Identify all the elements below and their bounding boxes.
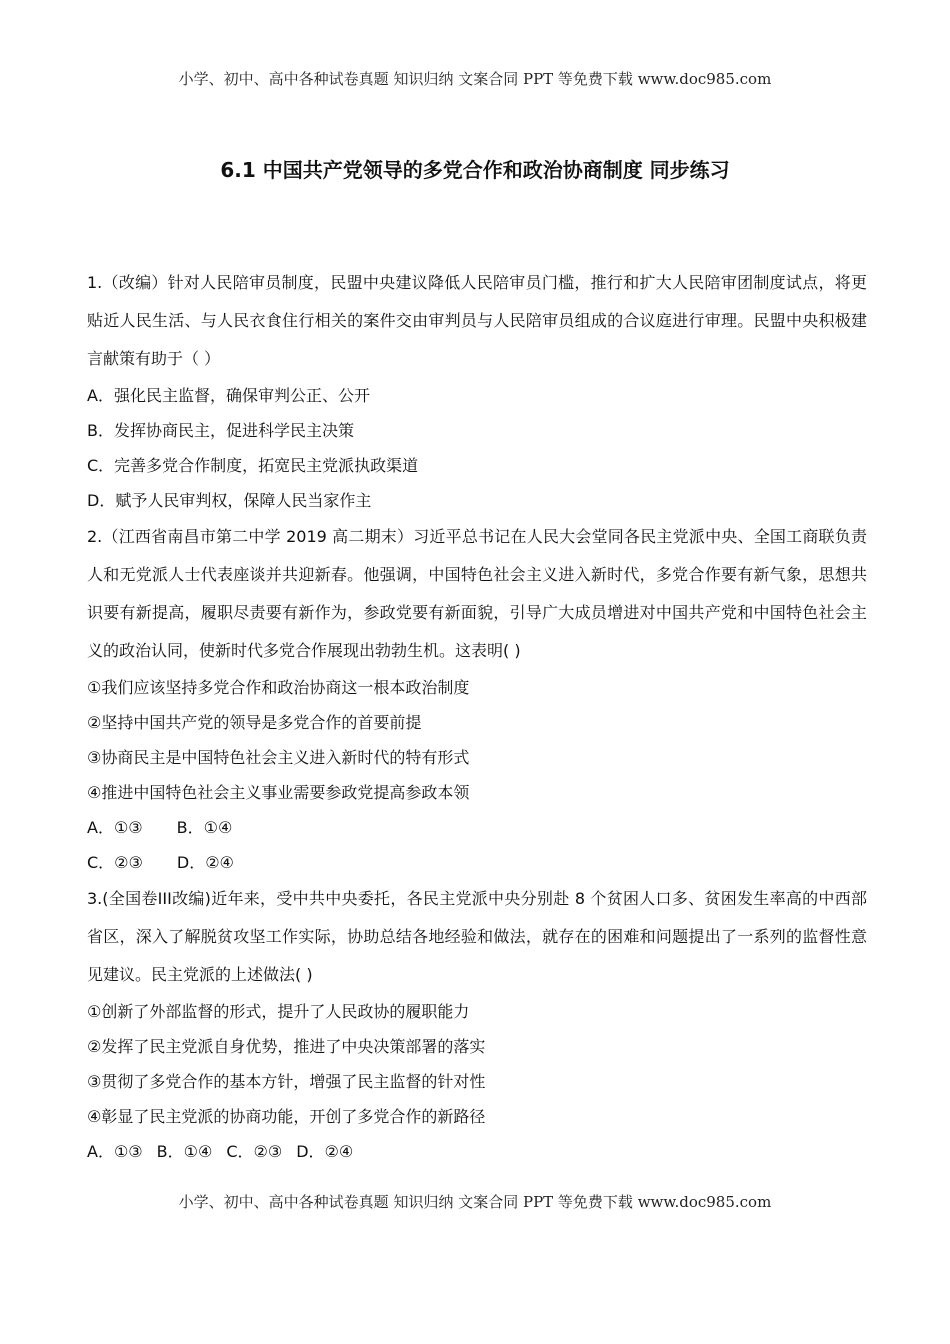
question-3 bbox=[87, 880, 867, 1169]
page-header: 小学、初中、高中各种试卷真题 知识归纳 文案合同 PPT 等免费下载 www.doc985.com bbox=[178, 70, 772, 88]
question-3-option-a: A．①③ bbox=[87, 1142, 143, 1161]
question-2-option-b: B．①④ bbox=[176, 818, 233, 837]
page-footer: 小学、初中、高中各种试卷真题 知识归纳 文案合同 PPT 等免费下载 www.doc985.com bbox=[178, 1193, 772, 1211]
question-1-stem: 1.（改编）针对人民陪审员制度，民盟中央建议降低人民陪审员门槛，推行和扩大人民陪审团制度试点，将更贴近人民生活、与人民衣食住行相关的案件交由审判员与人民陪审员组成的合议庭进行审理。民盟中央积极建言献策有助于（ ） bbox=[87, 273, 867, 368]
question-list bbox=[87, 264, 867, 1169]
question-3-option-d: D．②④ bbox=[296, 1142, 354, 1161]
question-1-option-a: A．强化民主监督，确保审判公正、公开 bbox=[87, 386, 370, 405]
question-2-statement-4: ④推进中国特色社会主义事业需要参政党提高参政本领 bbox=[87, 783, 470, 802]
question-3-statement-2: ②发挥了民主党派自身优势，推进了中央决策部署的落实 bbox=[87, 1037, 486, 1056]
question-2-option-a: A．①③ bbox=[87, 818, 143, 837]
question-3-option-c: C．②③ bbox=[226, 1142, 283, 1161]
question-2-stem: 2.（江西省南昌市第二中学 2019 高二期末）习近平总书记在人民大会堂同各民主党派中央、全国工商联负责人和无党派人士代表座谈并共迎新春。他强调，中国特色社会主义进入新时代，多党合作要有新气象，思想共识要有新提高，履职尽责要有新作为，参政党要有新面貌，引导广大成员增进对中国共产党和中国特色社会主义的政治认同，使新时代多党合作展现出勃勃生机。这表明( ) bbox=[87, 527, 867, 660]
question-1-option-d: D．赋予人民审判权，保障人民当家作主 bbox=[87, 491, 372, 510]
question-2 bbox=[87, 518, 867, 880]
question-2-statement-2: ②坚持中国共产党的领导是多党合作的首要前提 bbox=[87, 713, 422, 732]
question-2-options-row-2 bbox=[87, 845, 867, 880]
question-1-option-b: B．发挥协商民主，促进科学民主决策 bbox=[87, 421, 354, 440]
question-3-options-row bbox=[87, 1134, 867, 1169]
question-3-option-b: B．①④ bbox=[156, 1142, 213, 1161]
question-2-option-d: D．②④ bbox=[176, 853, 234, 872]
question-2-option-c: C．②③ bbox=[87, 853, 143, 872]
question-3-statement-4: ④彰显了民主党派的协商功能，开创了多党合作的新路径 bbox=[87, 1107, 486, 1126]
question-3-stem: 3.(全国卷III改编)近年来，受中共中央委托，各民主党派中央分别赴 8 个贫困人口多、贫困发生率高的中西部省区，深入了解脱贫攻坚工作实际，协助总结各地经验和做法，就存在的困难和问题提出了一系列的监督性意见建议。民主党派的上述做法( ) bbox=[87, 889, 867, 984]
question-2-statement-3: ③协商民主是中国特色社会主义进入新时代的特有形式 bbox=[87, 748, 470, 767]
question-1-option-c: C．完善多党合作制度，拓宽民主党派执政渠道 bbox=[87, 456, 419, 475]
question-3-statement-3: ③贯彻了多党合作的基本方针，增强了民主监督的针对性 bbox=[87, 1072, 486, 1091]
question-3-statement-1: ①创新了外部监督的形式，提升了人民政协的履职能力 bbox=[87, 1002, 470, 1021]
question-2-statement-1: ①我们应该坚持多党合作和政治协商这一根本政治制度 bbox=[87, 678, 470, 697]
page-title: 6.1 中国共产党领导的多党合作和政治协商制度 同步练习 bbox=[220, 158, 730, 182]
question-1 bbox=[87, 264, 867, 518]
question-2-options-row-1 bbox=[87, 810, 867, 845]
